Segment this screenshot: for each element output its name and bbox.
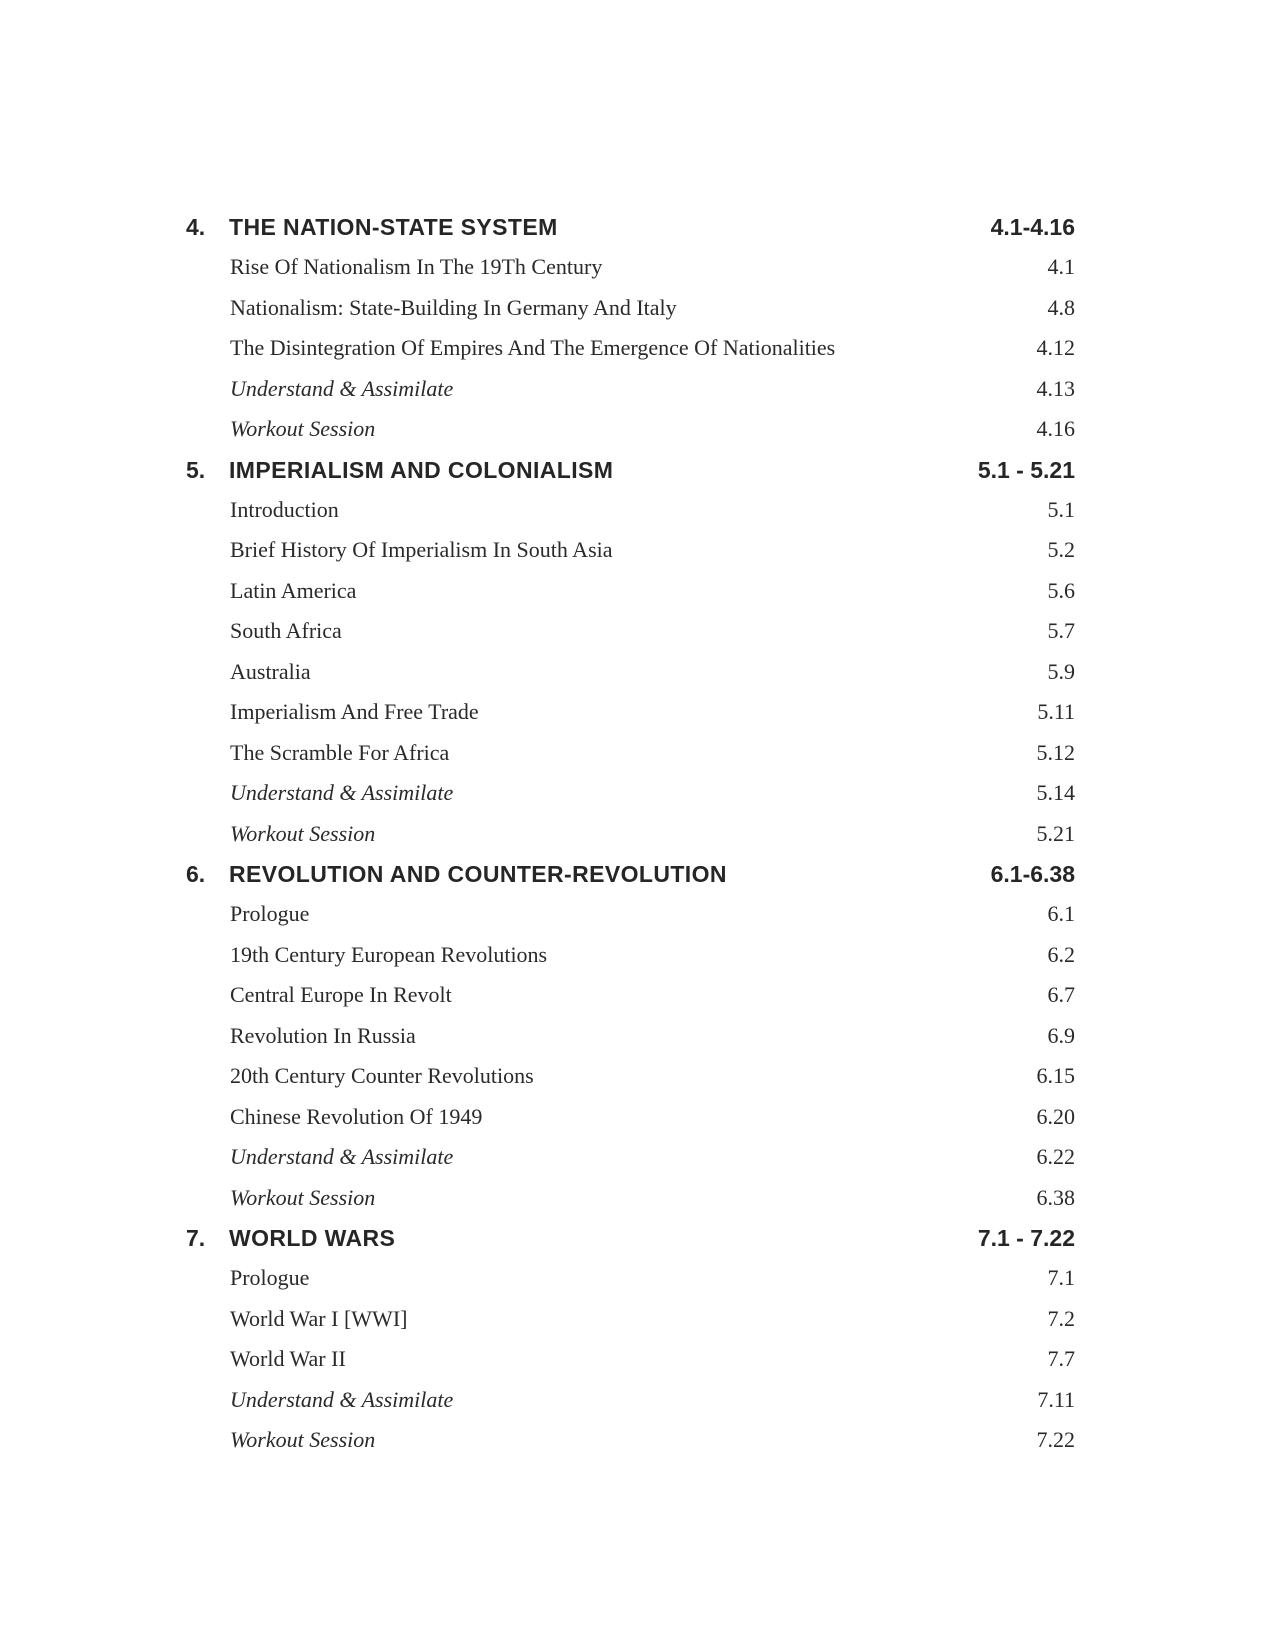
toc-entry-title: Introduction (230, 496, 339, 522)
toc-entry (0, 614, 1275, 655)
toc-entry-title: Understand & Assimilate (230, 780, 454, 805)
toc-entry-page: 7.22 (1036, 1427, 1075, 1452)
toc-entry (0, 1423, 1275, 1464)
toc-entry-title: Workout Session (230, 1427, 376, 1452)
toc-entry-title: South Africa (230, 618, 342, 643)
toc-entry-title: Understand & Assimilate (230, 1144, 454, 1169)
toc-entry (0, 412, 1275, 453)
toc-entry-page: 4.13 (1036, 375, 1075, 401)
toc-entry-page: 6.22 (1036, 1144, 1075, 1169)
toc-entry (0, 1383, 1275, 1424)
toc-entry-title: Central Europe In Revolt (230, 982, 452, 1007)
chapter-title: WORLD WARS (229, 1225, 396, 1251)
toc-entry-title: Revolution In Russia (230, 1022, 416, 1048)
toc-entry-page: 5.6 (1047, 577, 1075, 603)
toc-entry (0, 250, 1275, 291)
toc-entry (0, 1302, 1275, 1343)
toc-entry-title: The Scramble For Africa (230, 739, 450, 765)
toc-entry-page: 6.1 (1047, 901, 1075, 926)
toc-entry-page: 7.2 (1047, 1305, 1075, 1331)
toc-entry-page: 7.11 (1037, 1386, 1075, 1412)
toc-entry (0, 574, 1275, 615)
toc-entry (0, 776, 1275, 817)
toc-entry-page: 4.12 (1036, 335, 1075, 360)
toc-entry (0, 1342, 1275, 1383)
toc-entry (0, 1019, 1275, 1060)
toc-entry (0, 938, 1275, 979)
toc-entry (0, 695, 1275, 736)
toc-entry-page: 6.2 (1047, 941, 1075, 967)
toc-entry (0, 533, 1275, 574)
toc-entry (0, 331, 1275, 372)
toc-entry (0, 736, 1275, 777)
toc-entry (0, 493, 1275, 534)
toc-entry-page: 4.16 (1036, 416, 1075, 441)
toc-entry (0, 655, 1275, 696)
toc-entry (0, 817, 1275, 858)
toc-entry-title: Brief History Of Imperialism In South Asia (230, 537, 613, 562)
toc-entry-page: 5.9 (1047, 658, 1075, 684)
chapter-number: 7. (186, 1225, 206, 1251)
chapter-page-range: 5.1 - 5.21 (977, 456, 1075, 483)
chapter-page-range: 4.1-4.16 (990, 214, 1075, 240)
toc-entry-title: Prologue (230, 901, 310, 926)
toc-entry-title: Understand & Assimilate (230, 375, 454, 401)
toc-entry (0, 897, 1275, 938)
toc-entry (0, 1261, 1275, 1302)
toc-entry-page: 5.2 (1047, 537, 1075, 562)
toc-entry (0, 1140, 1275, 1181)
toc-entry (0, 291, 1275, 332)
table-of-contents (0, 210, 1275, 1464)
toc-entry-title: Understand & Assimilate (230, 1386, 454, 1412)
toc-entry-title: World War II (230, 1346, 346, 1371)
toc-entry-title: Workout Session (230, 1184, 376, 1210)
chapter-heading (0, 1221, 1275, 1261)
toc-entry (0, 1059, 1275, 1100)
chapter-number: 5. (186, 456, 206, 483)
toc-entry (0, 1100, 1275, 1141)
toc-entry-page: 4.1 (1047, 254, 1075, 279)
toc-entry (0, 372, 1275, 413)
toc-entry (0, 1181, 1275, 1222)
toc-entry-page: 6.20 (1036, 1103, 1075, 1129)
toc-entry-page: 5.1 (1047, 496, 1075, 522)
toc-entry-title: 20th Century Counter Revolutions (230, 1063, 534, 1088)
chapter-number: 6. (186, 861, 206, 887)
toc-entry-title: Workout Session (230, 820, 376, 846)
toc-entry-title: World War I [WWI] (230, 1305, 408, 1331)
chapter-title: IMPERIALISM AND COLONIALISM (229, 456, 614, 483)
toc-entry-title: Chinese Revolution Of 1949 (230, 1103, 483, 1129)
chapter-page-range: 7.1 - 7.22 (977, 1225, 1075, 1251)
toc-entry-title: Nationalism: State-Building In Germany And Italy (230, 294, 677, 320)
toc-entry-page: 4.8 (1047, 294, 1075, 320)
toc-entry-page: 6.38 (1036, 1184, 1075, 1210)
toc-entry-title: Imperialism And Free Trade (230, 699, 479, 724)
toc-entry-page: 5.11 (1037, 699, 1075, 724)
chapter-number: 4. (186, 214, 206, 240)
toc-entry-title: 19th Century European Revolutions (230, 941, 548, 967)
toc-entry (0, 978, 1275, 1019)
toc-entry-page: 7.7 (1047, 1346, 1075, 1371)
toc-entry-title: The Disintegration Of Empires And The Emergence Of Nationalities (230, 335, 836, 360)
chapter-title: THE NATION-STATE SYSTEM (229, 214, 558, 240)
toc-entry-page: 6.7 (1047, 982, 1075, 1007)
chapter-heading (0, 453, 1275, 493)
toc-entry-page: 5.12 (1036, 739, 1075, 765)
toc-entry-title: Prologue (230, 1265, 310, 1290)
chapter-heading (0, 210, 1275, 250)
toc-entry-page: 6.15 (1036, 1063, 1075, 1088)
toc-entry-page: 6.9 (1047, 1022, 1075, 1048)
chapter-heading (0, 857, 1275, 897)
toc-entry-title: Australia (230, 658, 311, 684)
toc-entry-page: 5.14 (1036, 780, 1075, 805)
toc-entry-title: Latin America (230, 577, 357, 603)
toc-entry-page: 5.21 (1036, 820, 1075, 846)
toc-entry-title: Rise Of Nationalism In The 19Th Century (230, 254, 603, 279)
chapter-title: REVOLUTION AND COUNTER-REVOLUTION (229, 861, 727, 887)
toc-entry-page: 7.1 (1047, 1265, 1075, 1290)
toc-entry-title: Workout Session (230, 416, 376, 441)
chapter-page-range: 6.1-6.38 (990, 861, 1075, 887)
toc-entry-page: 5.7 (1047, 618, 1075, 643)
